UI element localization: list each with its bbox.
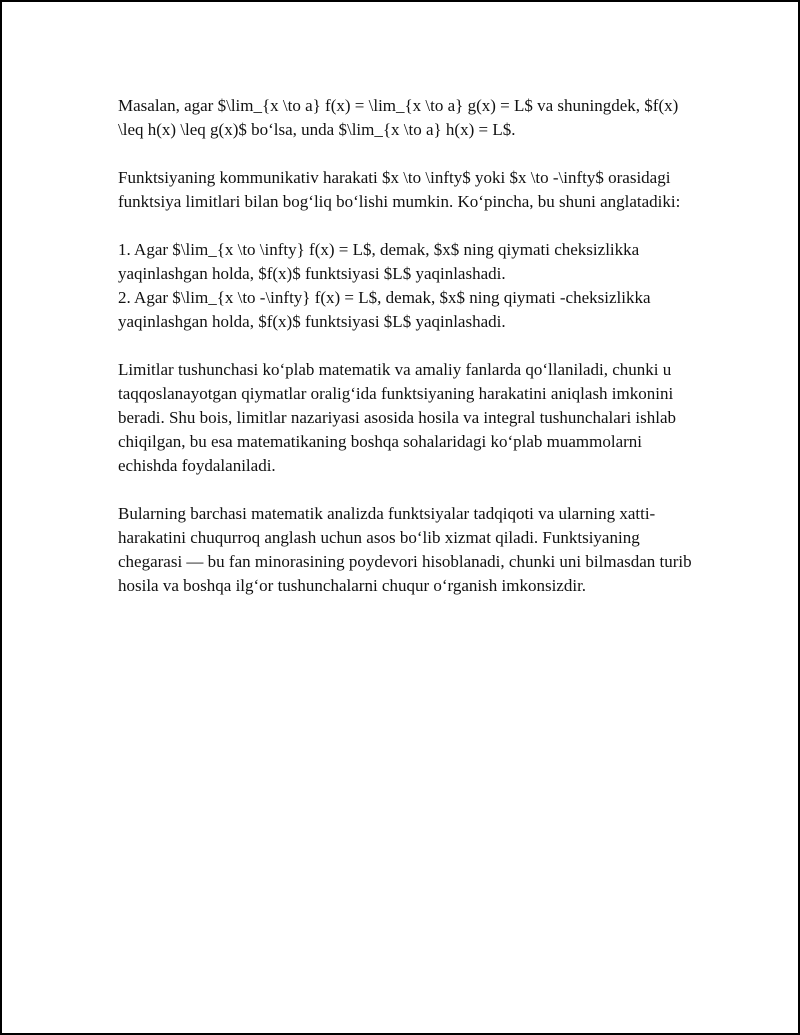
list-item-positive-infinity: 1. Agar $\lim_{x \to \infty} f(x) = L$, demak, $x$ ning qiymati cheksizlikka yaqinlashgan holda, $f(x)$ funktsiyasi $L$ yaqinlashadi. (118, 240, 640, 283)
paragraph-limits-applications: Limitlar tushunchasi ko‘plab matematik va amaliy fanlarda qo‘llaniladi, chunki u taqqoslanayotgan qiymatlar oralig‘ida funktsiyaning harakatini aniqlash imkonini beradi. Shu bois, limitlar nazariyasi asosida hosila va integral tushunchalari ishlab chiqilgan, bu esa matematikaning boshqa sohalaridagi ko‘plab muammolarni echishda foydalaniladi. (118, 360, 677, 475)
list-item-negative-infinity: 2. Agar $\lim_{x \to -\infty} f(x) = L$, demak, $x$ ning qiymati -cheksizlikka yaqinlashgan holda, $f(x)$ funktsiyasi $L$ yaqinlashadi. (118, 288, 651, 331)
document-body (118, 94, 698, 622)
paragraph-squeeze-theorem: Masalan, agar $\lim_{x \to a} f(x) = \lim_{x \to a} g(x) = L$ va shuningdek, $f(x) \leq h(x) \leq g(x)$ bo‘lsa, unda $\lim_{x \to a} h(x) = L$. (118, 96, 679, 139)
paragraph-conclusion: Bularning barchasi matematik analizda funktsiyalar tadqiqoti va ularning xatti-harakatini chuqurroq anglash uchun asos bo‘lib xizmat qiladi. Funktsiyaning chegarasi — bu fan minorasining poydevori hisoblanadi, chunki uni bilmasdan turib hosila va boshqa ilg‘or tushunchalarni chuqur o‘rganish imkonsizdir. (118, 504, 692, 595)
paragraph-infinity-intro: Funktsiyaning kommunikativ harakati $x \to \infty$ yoki $x \to -\infty$ orasidagi funktsiya limitlari bilan bog‘liq bo‘lishi mumkin. Ko‘pincha, bu shuni anglatadiki: (118, 168, 681, 211)
